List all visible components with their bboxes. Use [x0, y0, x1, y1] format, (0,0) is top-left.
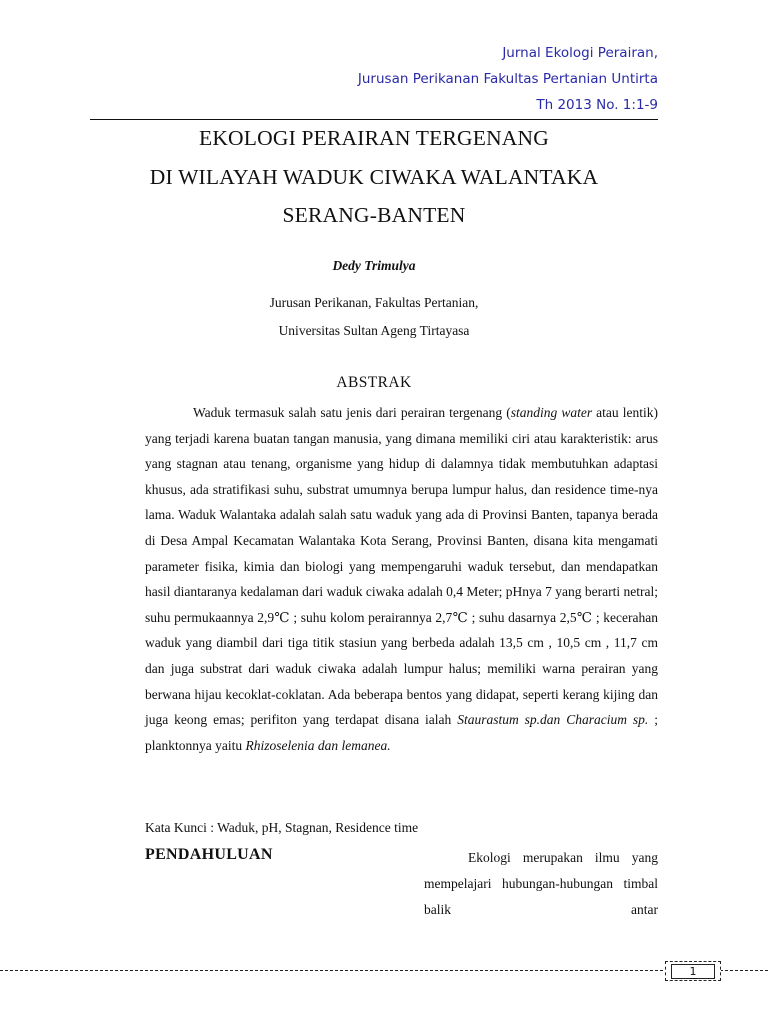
journal-issue: Th 2013 No. 1:1-9 [536, 97, 658, 113]
affiliation-line-2: Universitas Sultan Ageng Tirtayasa [278, 323, 470, 338]
title-line-1: EKOLOGI PERAIRAN TERGENANG [199, 126, 549, 150]
paper-title [90, 119, 658, 235]
section-heading: PENDAHULUAN [145, 846, 273, 863]
affiliation-line-1: Jurusan Perikanan, Fakultas Pertanian, [269, 295, 479, 310]
journal-department: Jurusan Perikanan Fakultas Pertanian Untirta [357, 71, 658, 87]
author-name: Dedy Trimulya [332, 258, 416, 273]
intro-column [424, 845, 658, 923]
abstract-body [145, 400, 658, 758]
keywords: Kata Kunci : Waduk, pH, Stagnan, Residence time [145, 820, 419, 835]
journal-name: Jurnal Ekologi Perairan, [502, 45, 658, 61]
abstract-italic-3: Rhizoselenia dan lemanea. [245, 737, 391, 753]
abstract-italic-1: standing water [510, 405, 593, 420]
page-number-box [665, 961, 721, 981]
intro-text: Ekologi merupakan ilmu yang mempelajari hubungan-hubungan timbal balik antar [424, 850, 658, 917]
abstract-text-1: Waduk termasuk salah satu jenis dari perairan tergenang ( [193, 405, 511, 420]
title-line-2: DI WILAYAH WADUK CIWAKA WALANTAKA [149, 164, 599, 189]
abstract-text-3: ; planktonnya yaitu [145, 712, 658, 753]
title-line-3: SERANG-BANTEN [282, 203, 466, 227]
journal-header [358, 40, 658, 118]
abstract-heading: ABSTRAK [336, 374, 412, 391]
page-number-frame [671, 964, 715, 979]
affiliation [90, 289, 658, 345]
abstract-italic-2: Staurastum sp.dan Characium sp. [457, 712, 649, 728]
page-number: 1 [689, 965, 697, 978]
footer-dashed-line [0, 970, 768, 971]
abstract-text-2: atau lentik) yang terjadi karena buatan tangan manusia, yang dimana memiliki ciri atau karakteristik: arus yang stagnan atau tenang, organisme yang hidup di dalamnya tidak membutuhkan adaptasi khusus, ada stratifikasi suhu, substrat umumnya berupa lumpur halus, dan residence time-nya lama. Waduk Walantaka adalah salah satu waduk yang ada di Provinsi Banten, tapanya berada di Desa Ampal Kecamatan Walantaka Kota Serang, Provinsi Banten, disana kita mengamati parameter fisika, kimia dan biologi yang mempengaruhi waduk tersebut, dan mendapatkan hasil diantaranya kedalaman dari waduk ciwaka adalah 0,4 Meter; pHnya 7 yang berarti netral; suhu permukaannya 2,9℃ ; suhu kolom perairannya 2,7℃ ; suhu dasarnya 2,5℃ ; kecerahan waduk yang diambil dari tiga titik stasiun yang berbeda adalah 13,5 cm , 10,5 cm , 11,7 cm dan juga substrat dari waduk ciwaka adalah lumpur halus; memiliki warna perairan yang berwana hijau kecoklat-coklatan. Ada beberapa bentos yang didapat, seperti kerang kijing dan juga keong emas; perifiton yang terdapat disana ialah [145, 405, 658, 728]
